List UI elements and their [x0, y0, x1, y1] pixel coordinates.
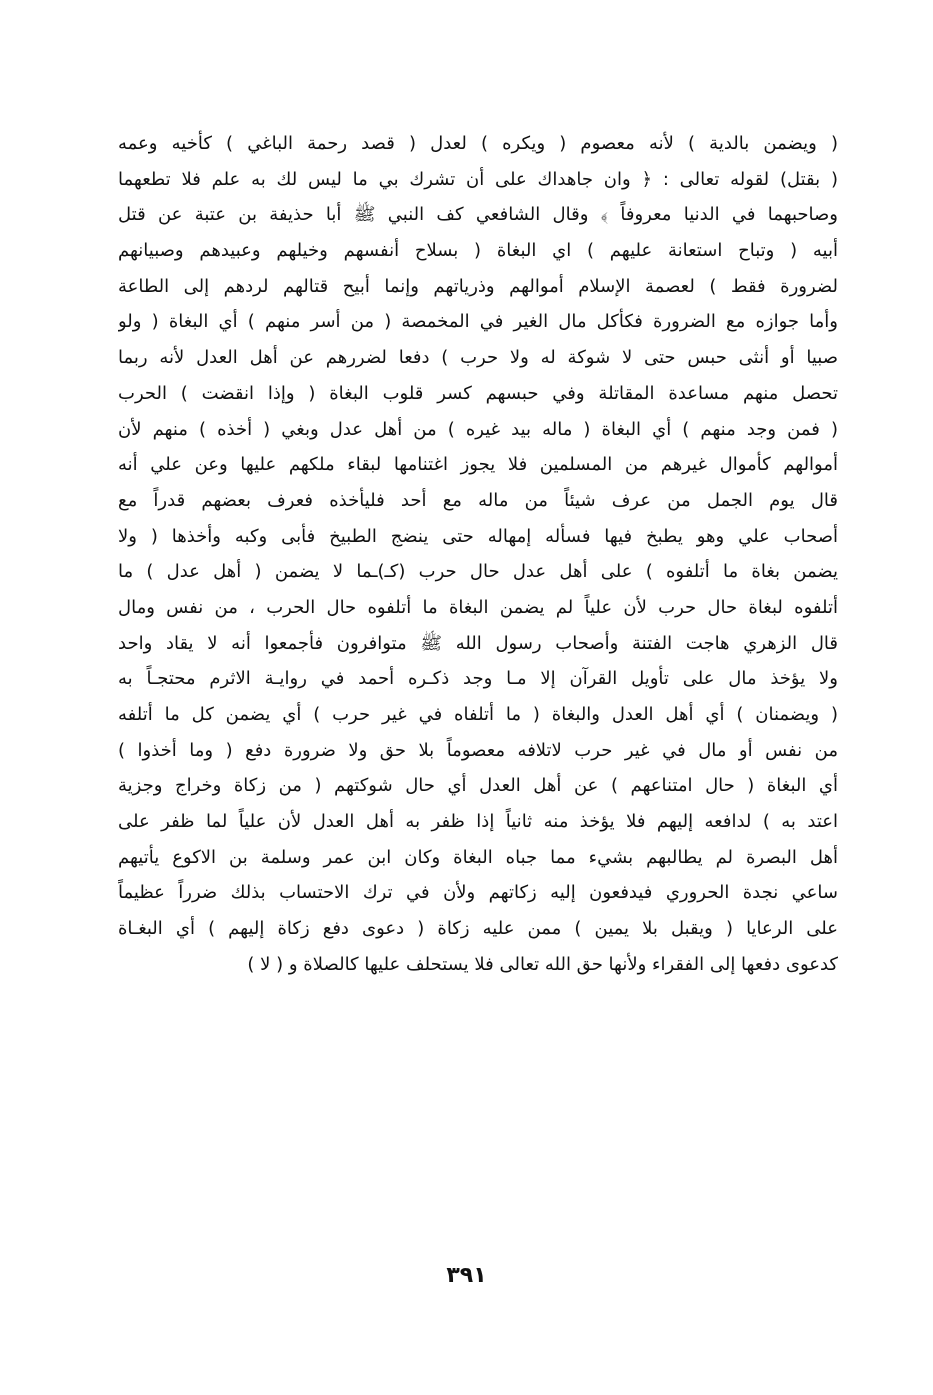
text-line: ( ويضمن بالدية ) لأنه معصوم ( ويكره ) لعدل ( قصد رحمة الباغي ) كأخيه وعمه	[118, 133, 838, 154]
text-line: أي البغاة ( حال امتناعهم ) عن أهل العدل أي حال شوكتهم ( من زكاة وخراج وجزية	[118, 775, 838, 797]
page-number: ٣٩١	[446, 1263, 487, 1288]
text-line: كدعوى دفعها إلى الفقراء ولأنها حق الله تعالى فلا يستحلف عليها كالصلاة و ( لا )	[247, 953, 838, 975]
text-line: ( فمن وجد منهم ) أي البغاة ( ماله بيد غيره ) من أهل عدل وبغي ( أخذه ) منهم لأن	[118, 418, 838, 440]
text-line: ( بقتل) لقوله تعالى : ﴿ وان جاهداك على أن تشرك بي ما ليس لك به علم فلا تطعهما	[118, 168, 838, 190]
text-line: ( ويضمنان ) أي أهل العدل والبغاة ( ما أتلفاه في غير حرب ) أي يضمن كل ما أتلفه	[118, 704, 838, 725]
text-line: قال يوم الجمل من عرف شيئاً من ماله مع أحد فليأخذه فعرف بعضهم قدراً مع	[118, 489, 838, 511]
text-line: أبيه ( وتباح استعانة عليهم ) اي البغاة ( بسلاح أنفسهم وخيلهم وعبيدهم وصبيانهم	[118, 240, 838, 262]
text-line: يضمن بغاة ما أتلفوه ) على أهل عدل حال حرب (كـ)ـما لا يضمن ( أهل عدل ) ما	[118, 561, 838, 583]
text-line: وصاحبهما في الدنيا معروفاً ﴾ وقال الشافعي كف النبي ﷺ أبا حذيفة بن عتبة عن قتل	[118, 204, 838, 226]
text-line: ولا يؤخذ مال على تأويل القرآن إلا مـا وجد ذكـره أحمد في روايـة الاثرم محتجـاً به	[118, 668, 838, 690]
text-line: صبيا أو أنثى حبس حتى لا شوكة له ولا حرب ) دفعا لضررهم عن أهل العدل لأنه ربما	[118, 347, 838, 369]
text-line: قال الزهري هاجت الفتنة وأصحاب رسول الله ﷺ متوافرون فأجمعوا أنه لا يقاد واحد	[118, 632, 838, 654]
text-line: اعتد به ) لدافعه إليهم فلا يؤخذ منه ثانياً إذا ظفر به أهل العدل لأن علياً لما ظفر على	[118, 811, 838, 833]
body-text	[118, 126, 838, 983]
text-line: وأما جوازه مع الضرورة فكأكل مال الغير في المخمصة ( من أسر منهم ) أي البغاة ( ولو	[118, 311, 838, 333]
text-line: أهل البصرة لم يطالبهم بشيء مما جباه البغاة وكان ابن عمر وسلمة بن الاكوع يأتيهم	[118, 846, 838, 868]
text-line: ساعي نجدة الحروري فيدفعون إليه زكاتهم ولأن في ترك الاحتساب بذلك ضرراً عظيماً	[118, 882, 838, 904]
text-line: على الرعايا ( ويقبل بلا يمين ) ممن عليه زكاة ( دعوى دفع زكاة إليهم ) أي البغـاة	[118, 918, 838, 940]
text-line: أصحاب علي وهو يطبخ فيها فسأله إمهاله حتى ينضج الطبيخ فأبى وكبه وأخذها ( ولا	[118, 525, 838, 547]
text-line: من نفس أو مال في غير حرب لاتلافه معصوماً بلا حق ولا ضرورة دفع ( وما أخذوا )	[118, 739, 838, 761]
text-line: أموالهم كأموال غيرهم من المسلمين فلا يجوز اغتنامها لبقاء ملكهم عليها وعن علي أنه	[118, 454, 838, 476]
text-line: تحصل منهم مساعدة المقاتلة وفي حبسهم كسر قلوب البغاة ( وإذا انقضت ) الحرب	[118, 382, 838, 404]
text-line: لضرورة فقط ) لعصمة الإسلام أموالهم وذرياتهم وإنما أبيح قتالهم لردهم إلى الطاعة	[118, 275, 838, 297]
text-line: أتلفوه لبغاة حال حرب لأن علياً لم يضمن البغاة ما أتلفوه حال الحرب ، من نفس ومال	[118, 596, 838, 618]
